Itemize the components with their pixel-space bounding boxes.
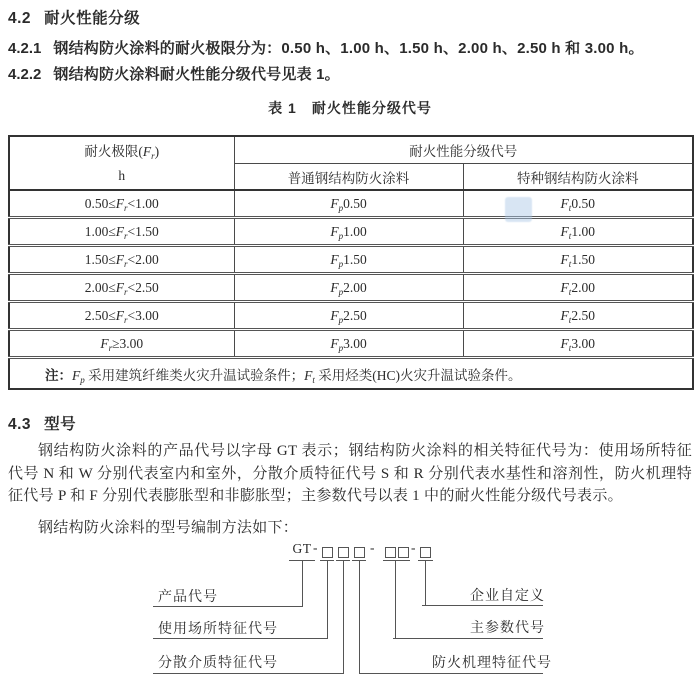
section-4-3-number: 4.3 xyxy=(8,416,32,433)
clause-4-2-2 xyxy=(8,63,340,84)
connector-line xyxy=(153,638,328,639)
header-ordinary-coating: 普通钢结构防火涂料 xyxy=(234,164,463,191)
section-4-3-title: 型号 xyxy=(44,416,77,433)
connector-line xyxy=(359,673,543,674)
label-dispersion-medium-code: 分散介质特征代号 xyxy=(158,656,278,671)
connector-line xyxy=(395,561,396,639)
header-class-code: 耐火性能分级代号 xyxy=(234,136,693,164)
clause-4-2-2-text: 钢结构防火涂料耐火性能分级代号见表 1。 xyxy=(53,66,340,83)
connector-line xyxy=(359,561,360,674)
label-fire-mechanism-code: 防火机理特征代号 xyxy=(432,656,552,671)
header-fire-limit xyxy=(9,136,234,190)
label-main-parameter-code: 主参数代号 xyxy=(470,621,545,636)
model-method-intro: 钢结构防火涂料的型号编制方法如下： xyxy=(38,520,299,536)
table-row xyxy=(9,218,693,246)
cell-fire-limit: $F_r\ge 3.00$ xyxy=(9,330,234,358)
table-note-row xyxy=(9,358,693,390)
label-enterprise-custom: 企业自定义 xyxy=(470,589,545,604)
section-4-2-heading xyxy=(8,6,140,28)
code-box-dispersion-medium xyxy=(338,547,349,558)
connector-line xyxy=(302,561,303,607)
header-fire-limit-unit: h xyxy=(118,168,126,183)
connector-line xyxy=(327,561,328,639)
cell-ordinary-code: $F_p1.00$ xyxy=(234,218,463,246)
cell-special-code: $F_t2.50$ xyxy=(463,302,693,330)
cell-fire-limit: $1.00\le F_r<1.50$ xyxy=(9,218,234,246)
cell-special-code: $F_t3.00$ xyxy=(463,330,693,358)
clause-4-2-2-number: 4.2.2 xyxy=(8,66,42,83)
clause-4-2-1 xyxy=(8,37,644,58)
section-4-3-heading xyxy=(8,412,76,434)
connector-line xyxy=(343,561,344,674)
cell-ordinary-code: $F_p1.50$ xyxy=(234,246,463,274)
clause-4-2-1-number: 4.2.1 xyxy=(8,40,42,57)
separator-hyphen: - xyxy=(370,540,375,555)
table-note: 注：$F_p$ 采用建筑纤维类火灾升温试验条件；$F_t$ 采用烃类(HC)火灾升温试验条件。 xyxy=(45,367,522,385)
table-1 xyxy=(8,135,694,390)
cell-fire-limit: $2.50\le F_r<3.00$ xyxy=(9,302,234,330)
cell-ordinary-code: $F_p0.50$ xyxy=(234,190,463,218)
code-box-enterprise xyxy=(420,547,431,558)
table-row xyxy=(9,302,693,330)
connector-line xyxy=(393,638,543,639)
label-place-of-use-code: 使用场所特征代号 xyxy=(158,622,278,637)
cell-ordinary-code: $F_p2.00$ xyxy=(234,274,463,302)
cell-special-code: $F_t2.00$ xyxy=(463,274,693,302)
table-row xyxy=(9,246,693,274)
cell-special-code: $F_t1.50$ xyxy=(463,246,693,274)
code-box-fire-mechanism xyxy=(354,547,365,558)
section-4-2-title: 耐火性能分级 xyxy=(44,10,141,27)
cell-fire-limit: $1.50\le F_r<2.00$ xyxy=(9,246,234,274)
table-row xyxy=(9,330,693,358)
code-box-main-parameter-2 xyxy=(398,547,409,558)
table-row xyxy=(9,190,693,218)
cell-special-code: $F_t1.00$ xyxy=(463,218,693,246)
clause-4-2-1-text: 钢结构防火涂料的耐火极限分为：0.50 h、1.00 h、1.50 h、2.00 h、2.50 h 和 3.00 h。 xyxy=(53,40,644,57)
model-designation-diagram xyxy=(0,540,700,686)
separator-hyphen: - xyxy=(411,540,416,555)
connector-line xyxy=(425,561,426,606)
cell-special-code: $F_t0.50$ xyxy=(463,190,693,218)
clause-4-3-body: 钢结构防火涂料的产品代号以字母 GT 表示；钢结构防火涂料的相关特征代号为：使用场所特征代号 N 和 W 分别代表室内和室外，分散介质特征代号 S 和 R 分别代表水基性和溶剂性，防火机理特征代号 P 和 F 分别代表膨胀型和非膨胀型；主参数代号以表 1 中的耐火性能分级代号表示。 xyxy=(8,443,692,504)
table-header-row-1 xyxy=(9,136,693,164)
underline xyxy=(383,560,410,561)
code-box-place-of-use xyxy=(322,547,333,558)
code-box-main-parameter-1 xyxy=(385,547,396,558)
cell-ordinary-code: $F_p2.50$ xyxy=(234,302,463,330)
cell-ordinary-code: $F_p3.00$ xyxy=(234,330,463,358)
header-special-coating: 特种钢结构防火涂料 xyxy=(463,164,693,191)
header-fire-limit-line1: 耐火极限$(F_r)$ xyxy=(84,144,160,161)
connector-line xyxy=(153,673,344,674)
section-4-2-number: 4.2 xyxy=(8,10,32,27)
cell-fire-limit: $0.50\le F_r<1.00$ xyxy=(9,190,234,218)
table-row xyxy=(9,274,693,302)
scan-watermark xyxy=(505,197,532,222)
label-product-code: 产品代号 xyxy=(158,590,218,605)
connector-line xyxy=(422,605,543,606)
connector-line xyxy=(153,606,303,607)
separator-hyphen: - xyxy=(313,540,318,555)
table-caption: 表 1 耐火性能分级代号 xyxy=(268,100,432,116)
cell-fire-limit: $2.00\le F_r<2.50$ xyxy=(9,274,234,302)
product-prefix-gt: GT xyxy=(292,541,312,556)
